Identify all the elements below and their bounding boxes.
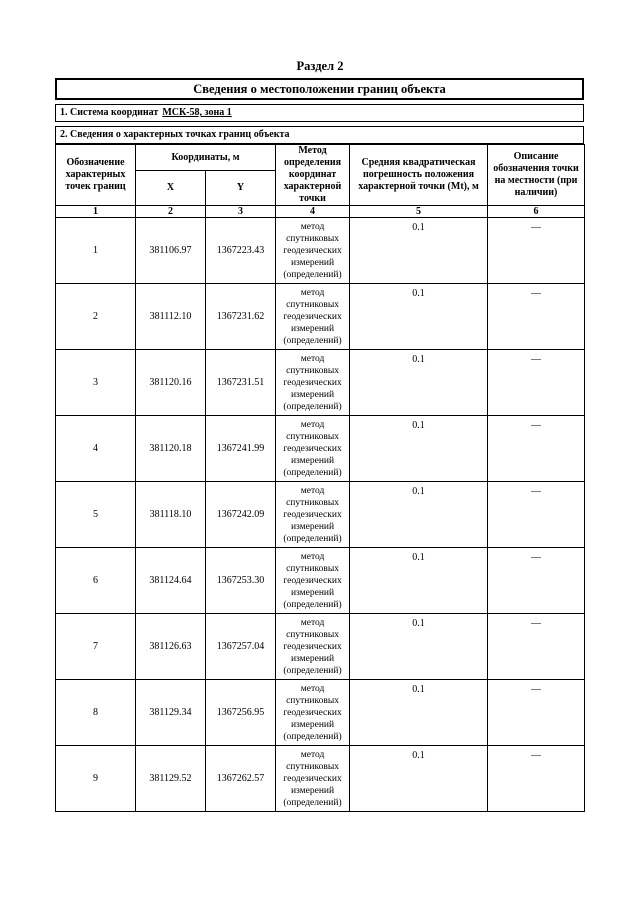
col-number: 2	[136, 206, 206, 218]
point-x: 381129.34	[136, 680, 206, 746]
point-description: —	[488, 680, 585, 746]
table-row	[56, 416, 585, 482]
table-row	[56, 218, 585, 284]
point-y: 1367262.57	[206, 746, 276, 812]
document-frame	[55, 78, 584, 812]
table-row	[56, 284, 585, 350]
point-method: метод спутниковых геодезических измерений (определений)	[276, 350, 350, 416]
point-method: метод спутниковых геодезических измерений (определений)	[276, 680, 350, 746]
point-x: 381120.16	[136, 350, 206, 416]
col-error: Средняя квадратическая погрешность положения характерной точки (Мt), м	[350, 145, 488, 206]
points-table-body	[56, 218, 585, 812]
point-description: —	[488, 482, 585, 548]
point-error: 0.1	[350, 680, 488, 746]
points-section-label: 2. Сведения о характерных точках границ объекта	[55, 126, 584, 144]
col-x: X	[136, 171, 206, 206]
point-y: 1367253.30	[206, 548, 276, 614]
point-y: 1367257.04	[206, 614, 276, 680]
col-method: Метод определения координат характерной точки	[276, 145, 350, 206]
point-description: —	[488, 284, 585, 350]
point-error: 0.1	[350, 218, 488, 284]
point-method: метод спутниковых геодезических измерений (определений)	[276, 746, 350, 812]
point-x: 381126.63	[136, 614, 206, 680]
point-id: 2	[56, 284, 136, 350]
point-x: 381112.10	[136, 284, 206, 350]
point-y: 1367241.99	[206, 416, 276, 482]
point-method: метод спутниковых геодезических измерений (определений)	[276, 614, 350, 680]
point-x: 381120.18	[136, 416, 206, 482]
col-number: 6	[488, 206, 585, 218]
point-id: 9	[56, 746, 136, 812]
point-error: 0.1	[350, 350, 488, 416]
point-x: 381129.52	[136, 746, 206, 812]
table-row	[56, 548, 585, 614]
col-y: Y	[206, 171, 276, 206]
point-x: 381106.97	[136, 218, 206, 284]
point-method: метод спутниковых геодезических измерений (определений)	[276, 218, 350, 284]
point-id: 3	[56, 350, 136, 416]
point-id: 5	[56, 482, 136, 548]
coordinate-system-value: МСК-58, зона 1	[162, 107, 232, 118]
point-description: —	[488, 350, 585, 416]
col-number: 4	[276, 206, 350, 218]
point-description: —	[488, 614, 585, 680]
coordinate-system-row	[55, 104, 584, 122]
table-row	[56, 614, 585, 680]
col-description: Описание обозначения точки на местности (при наличии)	[488, 145, 585, 206]
header-title: Сведения о местоположении границ объекта	[55, 78, 584, 100]
point-method: метод спутниковых геодезических измерений (определений)	[276, 548, 350, 614]
point-error: 0.1	[350, 614, 488, 680]
table-row	[56, 482, 585, 548]
table-row	[56, 680, 585, 746]
point-description: —	[488, 218, 585, 284]
point-y: 1367256.95	[206, 680, 276, 746]
point-error: 0.1	[350, 284, 488, 350]
point-id: 8	[56, 680, 136, 746]
point-method: метод спутниковых геодезических измерений (определений)	[276, 482, 350, 548]
point-error: 0.1	[350, 416, 488, 482]
point-y: 1367231.51	[206, 350, 276, 416]
table-row	[56, 350, 585, 416]
col-designation: Обозначение характерных точек границ	[56, 145, 136, 206]
point-id: 6	[56, 548, 136, 614]
point-x: 381124.64	[136, 548, 206, 614]
point-y: 1367242.09	[206, 482, 276, 548]
point-y: 1367231.62	[206, 284, 276, 350]
point-method: метод спутниковых геодезических измерений (определений)	[276, 416, 350, 482]
point-error: 0.1	[350, 746, 488, 812]
point-error: 0.1	[350, 548, 488, 614]
point-y: 1367223.43	[206, 218, 276, 284]
col-number: 1	[56, 206, 136, 218]
point-method: метод спутниковых геодезических измерений (определений)	[276, 284, 350, 350]
point-description: —	[488, 746, 585, 812]
coordinate-system-label: 1. Система координат	[60, 107, 159, 118]
point-id: 1	[56, 218, 136, 284]
point-x: 381118.10	[136, 482, 206, 548]
point-description: —	[488, 548, 585, 614]
section-title: Раздел 2	[296, 59, 344, 73]
point-id: 4	[56, 416, 136, 482]
point-description: —	[488, 416, 585, 482]
col-coords: Координаты, м	[136, 145, 276, 171]
column-number-row	[56, 206, 585, 218]
points-table	[55, 144, 585, 812]
table-row	[56, 746, 585, 812]
col-number: 5	[350, 206, 488, 218]
point-error: 0.1	[350, 482, 488, 548]
point-id: 7	[56, 614, 136, 680]
col-number: 3	[206, 206, 276, 218]
